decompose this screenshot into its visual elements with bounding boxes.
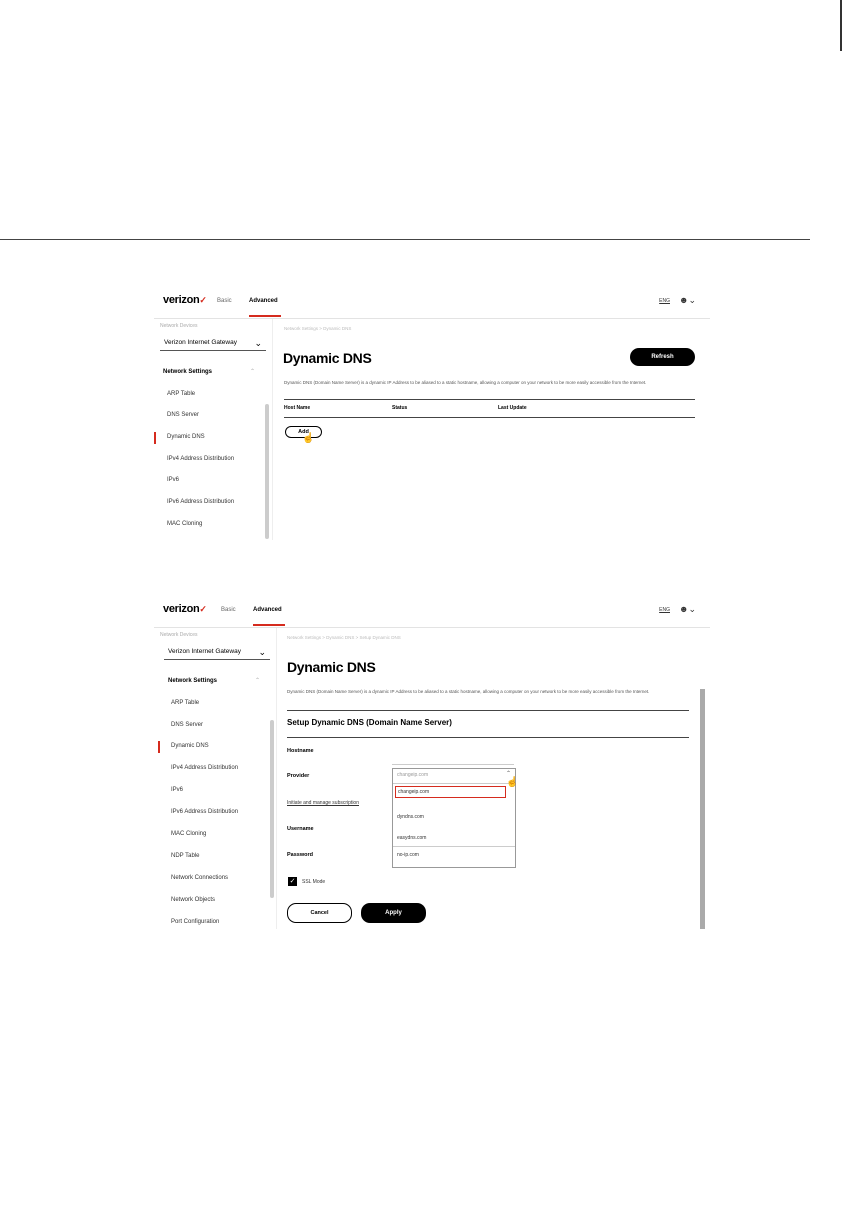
sidebar-item-ipv6[interactable]: IPv6 <box>171 787 184 793</box>
screenshot-setup-dynamic-dns <box>154 597 710 929</box>
sidebar-item-ipv4-address-distribution[interactable]: IPv4 Address Distribution <box>171 765 239 771</box>
provider-option-noip[interactable]: no-ip.com <box>397 852 419 858</box>
sidebar-item-network-objects[interactable]: Network Objects <box>171 897 216 903</box>
device-select[interactable]: Verizon Internet Gateway ⌄ <box>164 644 270 660</box>
sidebar-item-ndp-table[interactable]: NDP Table <box>171 853 200 859</box>
sidebar-item-ipv6-address-distribution[interactable]: IPv6 Address Distribution <box>167 499 235 505</box>
apply-button[interactable]: Apply <box>361 903 426 923</box>
sidebar-item-dynamic-dns[interactable]: Dynamic DNS <box>171 743 209 749</box>
table-header-rule <box>284 417 695 418</box>
provider-option-easydns[interactable]: easydns.com <box>397 835 427 841</box>
nav-basic-tab[interactable]: Basic <box>217 298 232 304</box>
section-divider <box>0 239 810 240</box>
user-circle-icon[interactable]: ☻⌄ <box>678 295 696 305</box>
sidebar-item-network-connections[interactable]: Network Connections <box>171 875 229 881</box>
refresh-button[interactable]: Refresh <box>630 348 695 366</box>
network-device-label: Network Devices <box>160 323 198 329</box>
provider-dropdown[interactable] <box>392 768 519 868</box>
top-nav-bar <box>154 597 710 628</box>
sidebar-item-dynamic-dns[interactable]: Dynamic DNS <box>167 434 205 440</box>
sidebar-item-ipv6[interactable]: IPv6 <box>167 477 180 483</box>
sidebar <box>154 319 273 540</box>
page-title: Dynamic DNS <box>283 350 372 366</box>
col-host-name: Host Name <box>284 405 311 411</box>
sidebar-item-arp-table[interactable]: ARP Table <box>167 391 196 397</box>
page-description: Dynamic DNS (Domain Name Server) is a dynamic IP Address to be aliased to a static hostname, allowing a computer on your network to be more easily accessible from the Internet. <box>287 689 650 694</box>
verizon-check-icon: ✓ <box>199 295 207 305</box>
device-select[interactable]: Verizon Internet Gateway ⌄ <box>160 335 266 351</box>
nav-basic-tab[interactable]: Basic <box>221 607 236 613</box>
language-link[interactable]: ENG <box>659 607 670 613</box>
form-title-rule <box>287 737 689 738</box>
sidebar-item-dns-server[interactable]: DNS Server <box>167 412 200 418</box>
dropdown-divider <box>393 846 515 847</box>
ssl-mode-label: SSL Mode <box>302 879 326 885</box>
description-rule <box>287 710 689 711</box>
nav-advanced-tab[interactable]: Advanced <box>253 607 282 613</box>
provider-label: Provider <box>287 773 310 779</box>
verizon-logo[interactable]: verizon✓ <box>163 294 207 306</box>
sidebar-item-ipv6-address-distribution[interactable]: IPv6 Address Distribution <box>171 809 239 815</box>
breadcrumb: Network Settings > Dynamic DNS <box>284 326 352 331</box>
page-description: Dynamic DNS (Domain Name Server) is a dynamic IP Address to be aliased to a static hostname, allowing a computer on your network to be more easily accessible from the Internet. <box>284 380 647 385</box>
verizon-logo[interactable]: verizon✓ <box>163 603 207 615</box>
page-title: Dynamic DNS <box>287 659 376 675</box>
sidebar-item-arp-table[interactable]: ARP Table <box>171 700 200 706</box>
main-scrollbar[interactable] <box>700 689 705 929</box>
collapse-icon[interactable]: ⌃ <box>255 678 261 684</box>
sidebar <box>154 628 277 929</box>
page-margin-line <box>840 0 842 51</box>
sidebar-item-dns-server[interactable]: DNS Server <box>171 722 204 728</box>
active-tab-indicator <box>249 315 281 317</box>
provider-option-dyndns[interactable]: dyndns.com <box>397 814 424 820</box>
active-item-marker <box>158 741 160 753</box>
sidebar-item-mac-cloning[interactable]: MAC Cloning <box>167 521 203 527</box>
hostname-label: Hostname <box>287 748 314 754</box>
sidebar-scrollbar[interactable] <box>265 404 269 539</box>
form-title: Setup Dynamic DNS (Domain Name Server) <box>287 718 452 727</box>
chevron-down-icon: ⌄ <box>254 338 262 348</box>
sidebar-section-network-settings[interactable]: Network Settings <box>168 678 218 684</box>
network-device-label: Network Devices <box>160 632 198 638</box>
sidebar-item-ipv4-address-distribution[interactable]: IPv4 Address Distribution <box>167 456 235 462</box>
provider-selected-value: changeip.com <box>397 772 429 778</box>
chevron-up-icon: ⌃ <box>505 771 511 777</box>
verizon-check-icon: ✓ <box>199 604 207 614</box>
col-last-update: Last Update <box>498 405 527 411</box>
sidebar-item-port-configuration[interactable]: Port Configuration <box>171 919 220 925</box>
sidebar-item-mac-cloning[interactable]: MAC Cloning <box>171 831 207 837</box>
add-button[interactable]: Add <box>285 426 322 438</box>
active-tab-indicator <box>253 624 285 626</box>
screenshot-dynamic-dns-list <box>154 288 710 540</box>
language-link[interactable]: ENG <box>659 298 670 304</box>
breadcrumb: Network Settings > Dynamic DNS > Setup Dynamic DNS <box>287 635 401 640</box>
active-item-marker <box>154 432 156 444</box>
manage-subscription-link[interactable]: Initiate and manage subscription <box>287 800 359 806</box>
hostname-input[interactable] <box>392 764 514 765</box>
nav-advanced-tab[interactable]: Advanced <box>249 298 278 304</box>
collapse-icon[interactable]: ⌃ <box>250 369 256 375</box>
user-circle-icon[interactable]: ☻⌄ <box>678 604 696 614</box>
cancel-button[interactable]: Cancel <box>287 903 352 923</box>
sidebar-section-network-settings[interactable]: Network Settings <box>163 369 213 375</box>
ssl-mode-checkbox[interactable]: ✓ <box>289 878 296 885</box>
sidebar-scrollbar[interactable] <box>270 720 274 898</box>
table-top-rule <box>284 399 695 400</box>
top-nav-bar <box>154 288 710 319</box>
dropdown-divider <box>393 783 515 784</box>
hand-cursor-icon: ☝ <box>302 433 315 444</box>
col-status: Status <box>392 405 408 411</box>
chevron-down-icon: ⌄ <box>258 647 266 657</box>
provider-option-changeip[interactable]: changeip.com <box>395 786 506 798</box>
hand-cursor-icon: ☝ <box>506 777 519 788</box>
username-label: Username <box>287 826 314 832</box>
password-label: Password <box>287 852 313 858</box>
